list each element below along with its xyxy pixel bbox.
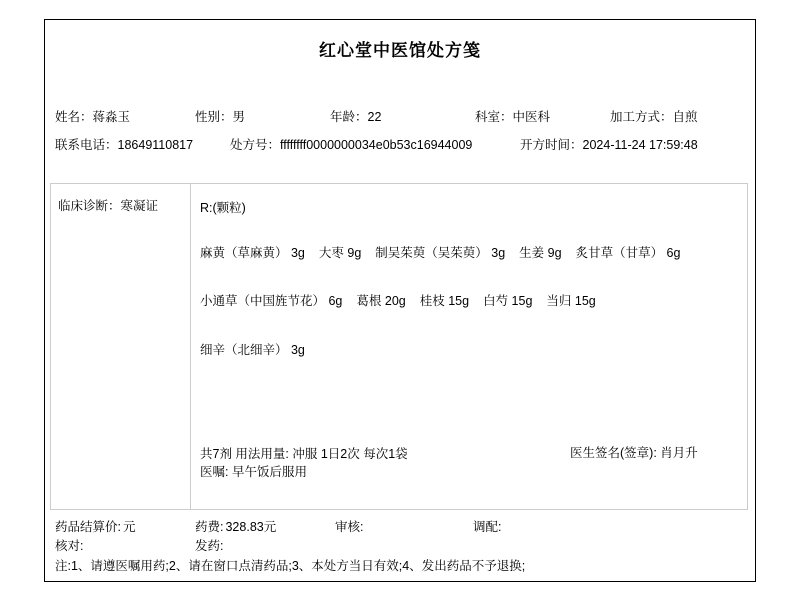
herb-item: 生姜 9g: [519, 246, 562, 260]
page-title: 红心堂中医馆处方笺: [319, 41, 481, 60]
dosage-line: 共7剂 用法用量: 冲服 1日2次 每次1袋: [200, 447, 408, 461]
diagnosis-value: 寒凝证: [120, 199, 159, 213]
dispense-field: [195, 536, 225, 554]
herb-item: 白芍 15g: [483, 294, 533, 308]
issue-time-value: 2024-11-24 17:59:48: [582, 138, 698, 152]
settlement-price-label: 药品结算价:: [55, 520, 121, 534]
herb-line: [200, 340, 745, 358]
dispense-label: 发药:: [195, 539, 224, 553]
herb-line: [200, 291, 745, 309]
rx-box-divider: [190, 183, 191, 510]
phone-value: 18649110817: [117, 138, 194, 152]
patient-gender-label: 性别：: [195, 110, 233, 124]
issue-time-field: [520, 135, 698, 153]
phone-field: [55, 135, 193, 153]
patient-department-label: 科室：: [475, 110, 513, 124]
herb-item: 当归 15g: [546, 294, 596, 308]
phone-label: 联系电话：: [55, 138, 118, 152]
patient-age-field: [330, 107, 381, 125]
medicine-fee-field: [195, 517, 276, 535]
patient-age-value: 22: [367, 110, 382, 124]
herb-item: 葛根 20g: [356, 294, 406, 308]
check-label: 核对:: [55, 539, 84, 553]
patient-gender-value: 男: [232, 110, 246, 124]
processing-method-label: 加工方式：: [610, 110, 673, 124]
settlement-price-value: 元: [122, 520, 136, 534]
herb-item: 大枣 9g: [318, 246, 362, 260]
issue-time-label: 开方时间：: [520, 138, 583, 152]
prescription-no-label: 处方号：: [230, 138, 281, 152]
herb-item: 炙甘草（甘草） 6g: [575, 246, 681, 260]
settlement-price-field: [55, 517, 136, 535]
review-label: 审核:: [335, 520, 364, 534]
herb-line: [200, 243, 745, 261]
patient-name-field: [55, 107, 130, 125]
diagnosis-field: [58, 196, 184, 214]
prescription-no-value: ffffffff0000000034e0b53c16944009: [280, 138, 473, 152]
check-field: [55, 536, 85, 554]
processing-method-value: 自煎: [672, 110, 698, 124]
diagnosis-label: 临床诊断：: [58, 199, 121, 213]
doctor-advice: 医嘱: 早午饭后服用: [200, 465, 307, 479]
processing-method-field: [610, 107, 698, 125]
doctor-signature-value: 肖月升: [660, 446, 698, 460]
doctor-signature-label: 医生签名(签章):: [570, 446, 657, 460]
patient-age-label: 年龄：: [330, 110, 368, 124]
patient-name-value: 蒋淼玉: [92, 110, 131, 124]
footer-note: 注:1、请遵医嘱用药;2、请在窗口点清药品;3、本处方当日有效;4、发出药品不予退换;: [55, 559, 526, 573]
patient-gender-field: [195, 107, 245, 125]
prescription-no-field: [230, 135, 472, 153]
patient-department-field: [475, 107, 550, 125]
patient-name-label: 姓名：: [55, 110, 93, 124]
herb-item: 细辛（北细辛） 3g: [200, 343, 305, 357]
prepare-field: [473, 517, 503, 535]
herb-item: 桂枝 15g: [419, 294, 470, 308]
prepare-label: 调配:: [473, 520, 502, 534]
medicine-fee-label: 药费:: [195, 520, 224, 534]
review-field: [335, 517, 365, 535]
rx-header: R:(颗粒): [200, 201, 246, 215]
doctor-signature-field: [570, 444, 712, 462]
medicine-fee-value: 328.83元: [225, 520, 277, 534]
herb-item: 麻黄（草麻黄） 3g: [200, 246, 305, 260]
herb-item: 小通草（中国旌节花） 6g: [200, 294, 343, 308]
herb-item: 制吴茱萸（吴茱萸） 3g: [375, 246, 506, 260]
patient-department-value: 中医科: [512, 110, 551, 124]
